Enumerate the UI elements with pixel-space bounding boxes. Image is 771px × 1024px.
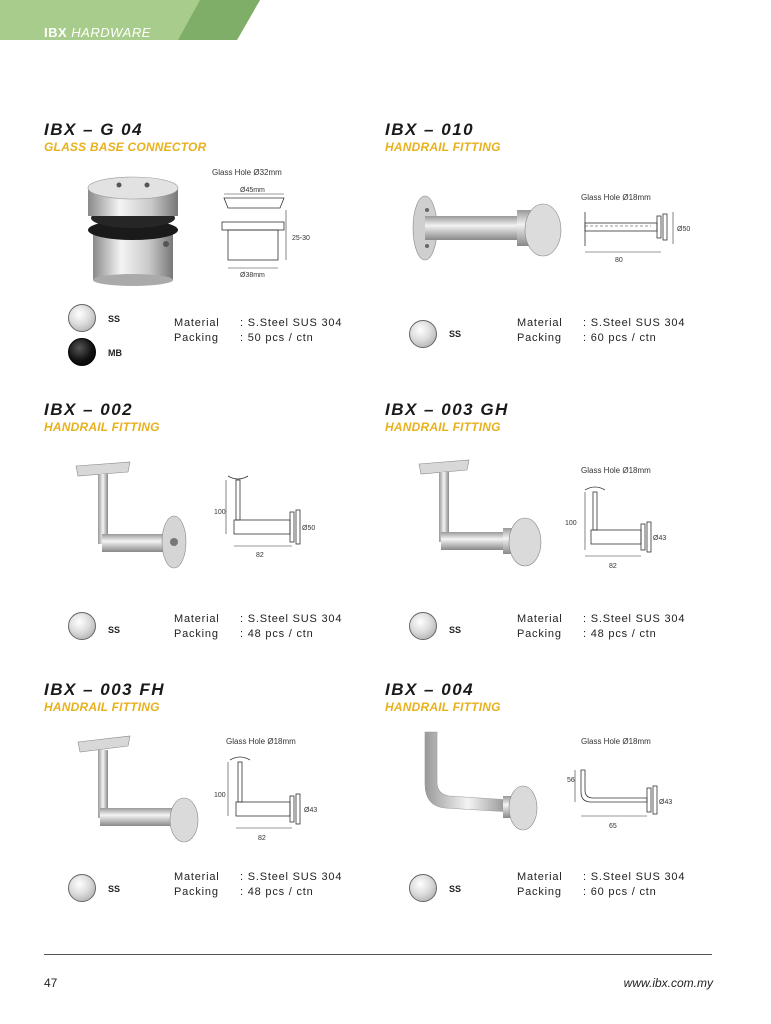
finish-swatch-ss xyxy=(409,874,437,902)
product-code: IBX – 002 xyxy=(44,400,134,419)
finish-swatch-ss xyxy=(68,612,96,640)
glass-base-connector-photo xyxy=(76,170,196,290)
product-ibx-002 xyxy=(44,400,384,660)
svg-text:Ø50: Ø50 xyxy=(302,525,316,532)
glass-hole-label: Glass Hole Ø18mm xyxy=(581,466,651,475)
product-code: IBX – 010 xyxy=(385,120,475,139)
glass-hole-label: Glass Hole Ø18mm xyxy=(581,737,651,746)
svg-text:80: 80 xyxy=(615,257,623,264)
svg-text:82: 82 xyxy=(258,835,266,842)
product-ibx-010 xyxy=(385,120,725,380)
technical-drawing xyxy=(561,480,681,572)
finish-label-ss: SS xyxy=(108,884,121,894)
glass-hole-label: Glass Hole Ø32mm xyxy=(212,168,282,177)
svg-text:56: 56 xyxy=(567,777,575,784)
technical-drawing xyxy=(581,206,701,266)
svg-text:82: 82 xyxy=(256,552,264,559)
finish-label-ss: SS xyxy=(449,329,462,339)
product-specs: Material : S.Steel SUS 304 Packing : 60 pcs / ctn xyxy=(517,317,686,344)
page-number: 47 xyxy=(44,976,58,990)
finish-label-ss: SS xyxy=(108,314,121,324)
product-ibx-003fh xyxy=(44,680,384,940)
handrail-fitting-photo xyxy=(415,456,545,586)
product-specs: Material : S.Steel SUS 304 Packing : 48 pcs / ctn xyxy=(517,613,686,640)
product-ibx-004 xyxy=(385,680,725,940)
handrail-fitting-photo xyxy=(415,730,545,850)
product-specs: Material : S.Steel SUS 304 Packing : 60 pcs / ctn xyxy=(517,871,686,898)
product-category: HANDRAIL FITTING xyxy=(385,420,501,434)
product-specs: Material : S.Steel SUS 304 Packing : 50 pcs / ctn xyxy=(174,317,343,344)
product-code: IBX – 003 FH xyxy=(44,680,165,699)
handrail-fitting-photo xyxy=(407,188,567,278)
finish-label-ss: SS xyxy=(449,884,462,894)
product-specs: Material : S.Steel SUS 304 Packing : 48 pcs / ctn xyxy=(174,613,343,640)
handrail-fitting-photo xyxy=(74,458,194,588)
svg-text:82: 82 xyxy=(609,563,617,570)
footer-divider xyxy=(44,954,712,955)
technical-drawing xyxy=(565,760,685,840)
product-ibx-g04 xyxy=(44,120,384,380)
product-code: IBX – 003 GH xyxy=(385,400,509,419)
svg-text:100: 100 xyxy=(214,509,226,516)
finish-swatch-mb xyxy=(68,338,96,366)
finish-swatch-ss xyxy=(68,304,96,332)
glass-hole-label: Glass Hole Ø18mm xyxy=(581,193,651,202)
svg-text:Ø45mm: Ø45mm xyxy=(240,187,265,194)
finish-swatch-ss xyxy=(409,612,437,640)
product-ibx-003gh xyxy=(385,400,725,660)
svg-text:65: 65 xyxy=(609,823,617,830)
glass-hole-label: Glass Hole Ø18mm xyxy=(226,737,296,746)
brand-name: IBX HARDWARE xyxy=(44,25,151,40)
product-code: IBX – G 04 xyxy=(44,120,144,139)
finish-swatch-ss xyxy=(409,320,437,348)
technical-drawing xyxy=(212,752,332,844)
svg-text:Ø38mm: Ø38mm xyxy=(240,272,265,279)
technical-drawing xyxy=(212,472,332,562)
svg-text:Ø43: Ø43 xyxy=(304,807,318,814)
product-specs: Material : S.Steel SUS 304 Packing : 48 pcs / ctn xyxy=(174,871,343,898)
svg-text:Ø43: Ø43 xyxy=(653,535,667,542)
finish-label-mb: MB xyxy=(108,348,122,358)
svg-text:Ø50: Ø50 xyxy=(677,226,691,233)
product-category: HANDRAIL FITTING xyxy=(44,420,160,434)
technical-drawing xyxy=(216,182,326,282)
product-category: HANDRAIL FITTING xyxy=(385,700,501,714)
svg-text:100: 100 xyxy=(214,792,226,799)
header-banner xyxy=(0,0,260,40)
finish-swatch-ss xyxy=(68,874,96,902)
product-category: GLASS BASE CONNECTOR xyxy=(44,140,207,154)
finish-label-ss: SS xyxy=(449,625,462,635)
svg-text:100: 100 xyxy=(565,520,577,527)
svg-text:Ø43: Ø43 xyxy=(659,799,673,806)
handrail-fitting-photo xyxy=(74,732,204,862)
website-link[interactable]: www.ibx.com.my xyxy=(623,976,713,990)
product-code: IBX – 004 xyxy=(385,680,475,699)
product-category: HANDRAIL FITTING xyxy=(385,140,501,154)
svg-text:25-30: 25-30 xyxy=(292,235,310,242)
product-category: HANDRAIL FITTING xyxy=(44,700,160,714)
finish-label-ss: SS xyxy=(108,625,121,635)
